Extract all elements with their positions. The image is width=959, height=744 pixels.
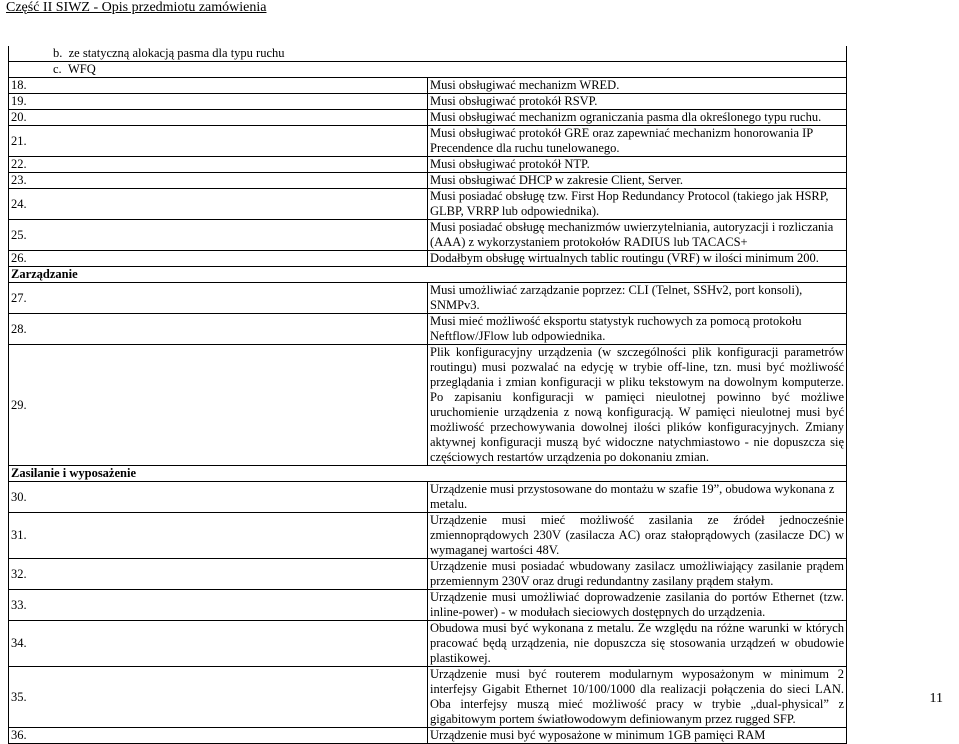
- table-row: [9, 482, 847, 513]
- item-number: 25.: [9, 220, 428, 251]
- table-row: [9, 314, 847, 345]
- table-row: [9, 157, 847, 173]
- table-row: [9, 251, 847, 267]
- item-number: 27.: [9, 283, 428, 314]
- item-number: 30.: [9, 482, 428, 513]
- item-number: 21.: [9, 126, 428, 157]
- section-row: [9, 466, 847, 482]
- item-text: Urządzenie musi być wyposażone w minimum 1GB pamięci RAM: [428, 728, 847, 744]
- table-row: [9, 46, 847, 62]
- item-number: 23.: [9, 173, 428, 189]
- item-text: Urządzenie musi być routerem modularnym wyposażonym w minimum 2 interfejsy Gigabit Ethernet 10/100/1000 dla realizacji połączenia do sieci LAN. Oba interfejsy muszą mieć możliwość pracy w trybie „dual-physical” z gigabitowym portem światłowodowym definiowanym przez rugged SFP.: [428, 667, 847, 728]
- table-row: [9, 728, 847, 744]
- item-text: Musi posiadać obsługę tzw. First Hop Redundancy Protocol (takiego jak HSRP, GLBP, VRRP lub odpowiednika).: [428, 189, 847, 220]
- item-number: 32.: [9, 559, 428, 590]
- table-row: [9, 283, 847, 314]
- table-row: [9, 667, 847, 728]
- table-row: [9, 513, 847, 559]
- item-number: 33.: [9, 590, 428, 621]
- section-row: [9, 267, 847, 283]
- table-row: [9, 189, 847, 220]
- item-number: 36.: [9, 728, 428, 744]
- item-text: Urządzenie musi umożliwiać doprowadzenie zasilania do portów Ethernet (tzw. inline-power) - w modułach sieciowych dostępnych do urządzenia.: [428, 590, 847, 621]
- item-text: Urządzenie musi posiadać wbudowany zasilacz umożliwiający zasilanie prądem przemiennym 230V oraz drugi redundantny zasilany prądem stałym.: [428, 559, 847, 590]
- table-row: [9, 126, 847, 157]
- item-text: Urządzenie musi mieć możliwość zasilania ze źródeł jednocześnie zmiennoprądowych 230V (zasilacza AC) oraz stałoprądowych (zasilacze DC) w wymaganej wartości 48V.: [428, 513, 847, 559]
- item-number: 29.: [9, 345, 428, 466]
- item-text: Musi obsługiwać protokół RSVP.: [428, 94, 847, 110]
- item-text: Musi umożliwiać zarządzanie poprzez: CLI (Telnet, SSHv2, port konsoli), SNMPv3.: [428, 283, 847, 314]
- item-number: 28.: [9, 314, 428, 345]
- item-number: 20.: [9, 110, 428, 126]
- item-number: 18.: [9, 78, 428, 94]
- item-number: 31.: [9, 513, 428, 559]
- item-text: Musi obsługiwać mechanizm ograniczania pasma dla określonego typu ruchu.: [428, 110, 847, 126]
- table-row: [9, 62, 847, 78]
- item-text: Musi obsługiwać DHCP w zakresie Client, Server.: [428, 173, 847, 189]
- item-text: Musi obsługiwać mechanizm WRED.: [428, 78, 847, 94]
- item-text: Dodałbym obsługę wirtualnych tablic routingu (VRF) w ilości minimum 200.: [428, 251, 847, 267]
- table-row: [9, 590, 847, 621]
- item-number: 19.: [9, 94, 428, 110]
- item-text: Musi posiadać obsługę mechanizmów uwierzytelniania, autoryzacji i rozliczania (AAA) z wykorzystaniem protokołów RADIUS lub TACACS+: [428, 220, 847, 251]
- document-header: Część II SIWZ - Opis przedmiotu zamówienia: [6, 0, 267, 15]
- table-row: [9, 94, 847, 110]
- section-heading: Zasilanie i wyposażenie: [9, 466, 847, 482]
- item-text: Plik konfiguracyjny urządzenia (w szczególności plik konfiguracji parametrów routingu) musi pozwalać na edycję w trybie off-line, tzn. musi być możliwość przeglądania i zmian konfiguracji w pliku tekstowym na dowolnym komputerze. Po zapisaniu konfiguracji w pamięci nieulotnej powinno być możliwe uruchomienie urządzenia z nową konfiguracją. W pamięci nieulotnej musi być możliwość przechowywania dowolnej ilości plików konfiguracyjnych. Zmiany aktywnej konfiguracji muszą być widoczne natychmiastowo - nie dopuszcza się częściowych restartów urządzenia po dokonaniu zmian.: [428, 345, 847, 466]
- sub-item: c. WFQ: [9, 62, 847, 78]
- table-row: [9, 173, 847, 189]
- item-text: Musi obsługiwać protokół GRE oraz zapewniać mechanizm honorowania IP Precendence dla ruchu tunelowanego.: [428, 126, 847, 157]
- table-row: [9, 621, 847, 667]
- item-number: 34.: [9, 621, 428, 667]
- section-heading: Zarządzanie: [9, 267, 847, 283]
- table-row: [9, 345, 847, 466]
- item-number: 35.: [9, 667, 428, 728]
- sub-item: b. ze statyczną alokacją pasma dla typu ruchu: [9, 46, 847, 62]
- page-number: 11: [929, 691, 943, 706]
- item-number: 22.: [9, 157, 428, 173]
- table-row: [9, 78, 847, 94]
- requirements-table: [8, 46, 847, 744]
- item-number: 26.: [9, 251, 428, 267]
- item-text: Musi obsługiwać protokół NTP.: [428, 157, 847, 173]
- item-number: 24.: [9, 189, 428, 220]
- item-text: Obudowa musi być wykonana z metalu. Ze względu na różne warunki w których pracować będą urządzenia, nie dopuszcza się stosowania urządzeń w obudowie plastikowej.: [428, 621, 847, 667]
- table-row: [9, 559, 847, 590]
- table-row: [9, 110, 847, 126]
- item-text: Musi mieć możliwość eksportu statystyk ruchowych za pomocą protokołu Neftflow/JFlow lub odpowiednika.: [428, 314, 847, 345]
- item-text: Urządzenie musi przystosowane do montażu w szafie 19”, obudowa wykonana z metalu.: [428, 482, 847, 513]
- table-row: [9, 220, 847, 251]
